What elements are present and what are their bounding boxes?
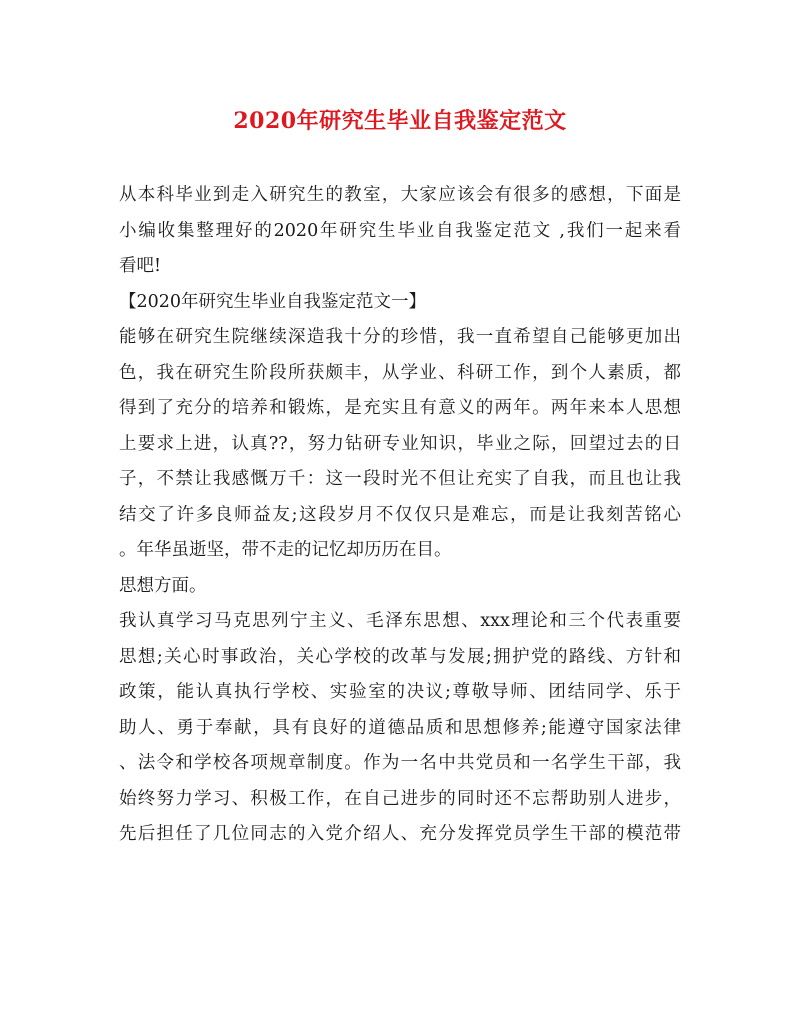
- body-line: 。年华虽逝坚，带不走的记忆却历历在目。: [119, 540, 452, 560]
- body-line: 思想;关心时事政治，关心学校的改革与发展;拥护党的路线、方针和: [119, 646, 681, 667]
- body-line: 色，我在研究生阶段所获颇丰，从学业、科研工作，到个人素质，都: [119, 362, 681, 383]
- body-line: 始终努力学习、积极工作，在自己进步的同时还不忘帮助别人进步，: [119, 788, 681, 809]
- section-heading: 思想方面。: [119, 575, 207, 596]
- document-title: 2020年研究生毕业自我鉴定范文: [233, 108, 567, 134]
- section-heading: 【2020年研究生毕业自我鉴定范文一】: [119, 291, 427, 312]
- document-body: [119, 178, 681, 853]
- body-line: 先后担任了几位同志的入党介绍人、充分发挥党员学生干部的模范带: [119, 824, 681, 844]
- body-line: 我认真学习马克思列宁主义、毛泽东思想、xxx理论和三个代表重要: [119, 611, 681, 631]
- body-line: 看吧!: [119, 256, 162, 276]
- body-line: 从本科毕业到走入研究生的教室，大家应该会有很多的感想，下面是: [119, 185, 681, 205]
- body-line: 政策，能认真执行学校、实验室的决议;尊敬导师、团结同学、乐于: [119, 682, 681, 702]
- body-line: 能够在研究生院继续深造我十分的珍惜，我一直希望自己能够更加出: [119, 327, 681, 347]
- body-line: 小编收集整理好的2020年研究生毕业自我鉴定范文 ,我们一起来看: [119, 220, 681, 241]
- body-line: 助人、勇于奉献，具有良好的道德品质和思想修养;能遵守国家法律: [119, 717, 681, 738]
- body-line: 子，不禁让我感慨万千：这一段时光不但让充实了自我，而且也让我: [119, 469, 681, 489]
- body-line: 结交了许多良师益友;这段岁月不仅仅只是难忘，而是让我刻苦铭心: [119, 504, 681, 525]
- body-line: 得到了充分的培养和锻炼，是充实且有意义的两年。两年来本人思想: [119, 398, 681, 418]
- body-line: 、法令和学校各项规章制度。作为一名中共党员和一名学生干部，我: [119, 753, 681, 773]
- body-line: 上要求上进，认真??，努力钻研专业知识，毕业之际，回望过去的日: [119, 433, 681, 454]
